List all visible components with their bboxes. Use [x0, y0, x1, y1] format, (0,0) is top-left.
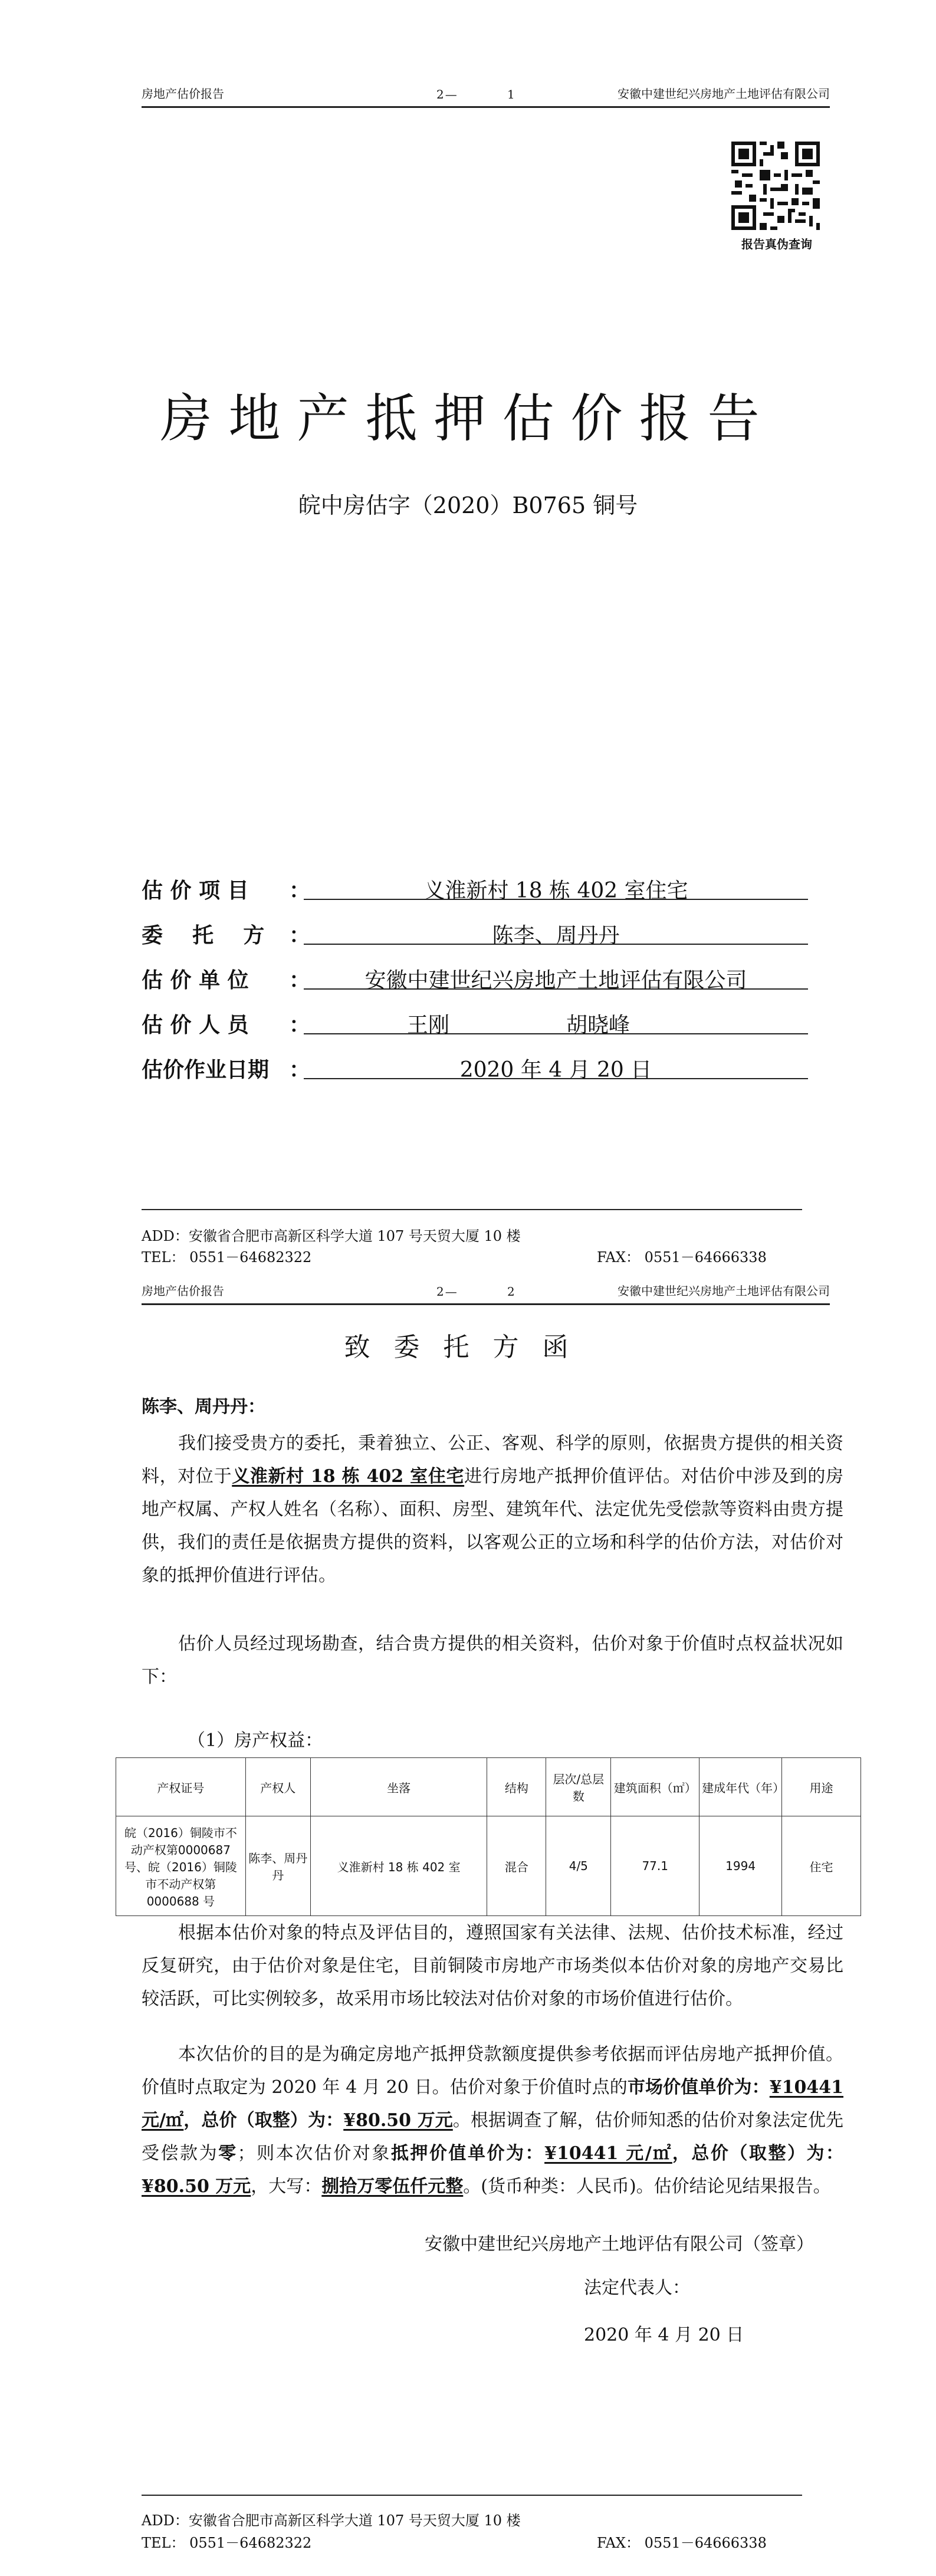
header-right: 安徽中建世纪兴房地产土地评估有限公司: [618, 87, 830, 101]
column-header: 建筑面积（㎡）: [611, 1758, 699, 1816]
field-value: 安徽中建世纪兴房地产土地评估有限公司: [364, 968, 747, 993]
field-client: 委 托 方 ： 陈李、周丹丹: [142, 914, 808, 949]
appraiser-name-1: 王刚: [407, 1013, 450, 1037]
table-cell: 陈李、周丹丹: [245, 1816, 310, 1916]
field-appraiser-firm: 估 价 单 位 ： 安徽中建世纪兴房地产土地评估有限公司: [142, 959, 808, 994]
qr-caption: 报告真伪查询: [741, 237, 812, 251]
table-row: [116, 1816, 861, 1916]
column-header: 用途: [782, 1758, 861, 1816]
legal-representative: 法定代表人：: [584, 2278, 690, 2298]
header-right: 安徽中建世纪兴房地产土地评估有限公司: [618, 1284, 830, 1298]
field-appraisers: 估 价 人 员 ： 王刚 胡晓峰: [142, 1004, 808, 1039]
field-label: 估 价 项 目: [142, 879, 249, 903]
header-page-prefix: 2—: [436, 1284, 458, 1299]
header-page-prefix: 2—: [436, 87, 458, 101]
footer-tel: TEL： 0551－64682322: [142, 2535, 312, 2551]
field-project: 估 价 项 目 ： 义淮新村 18 栋 402 室住宅: [142, 869, 808, 905]
field-value: 2020 年 4 月 20 日: [459, 1058, 652, 1082]
amount-in-words: 捌拾万零伍仟元整: [321, 2176, 464, 2197]
property-address: 义淮新村 18 栋 402 室住宅: [232, 1466, 465, 1487]
paragraph-commission: 我们接受贵方的委托，秉着独立、公正、客观、科学的原则，依据贵方提供的相关资料，对位于义淮新村 18 栋 402 室住宅进行房地产抵押价值评估。对估价中涉及到的房地产权属、产权人姓名（名称）、面积、房型、建筑年代、法定优先受偿款等资料由贵方提供，我们的责任是依据贵方提供的资料，以客观公正的立场和科学的估价方法，对估价对象的抵押价值进行评估。: [142, 1433, 844, 1586]
column-header: 坐落: [310, 1758, 487, 1816]
table-cell: 1994: [699, 1816, 782, 1916]
report-title: 房地产抵押估价报告: [160, 388, 776, 449]
table-cell: 住宅: [782, 1816, 861, 1916]
paragraph-valuation-result: 本次估价的目的是为确定房地产抵押贷款额度提供参考依据而评估房地产抵押价值。价值时点取定为 2020 年 4 月 20 日。估价对象于价值时点的市场价值单价为：¥10441 元/㎡，总价（取整）为：¥80.50 万元。根据调查了解，估价师知悉的估价对象法定优先受偿款为零；则本次估价对象抵押价值单价为：¥10441 元/㎡，总价（取整）为：¥80.50 万元，大写：捌拾万零伍仟元整。(货币种类：人民币)。估价结论见结果报告。: [142, 2044, 844, 2197]
signature-company: 安徽中建世纪兴房地产土地评估有限公司（签章）: [425, 2234, 814, 2255]
header-page-number: 2: [507, 1284, 515, 1299]
table-cell: 4/5: [546, 1816, 611, 1916]
table-cell: 义淮新村 18 栋 402 室: [310, 1816, 487, 1916]
page-header: [142, 1280, 830, 1305]
column-header: 层次/总层数: [546, 1758, 611, 1816]
market-unit-price: ¥10441 元/㎡: [142, 2077, 844, 2131]
appraiser-name-2: 胡晓峰: [566, 1013, 630, 1037]
footer-address: ADD：安徽省合肥市高新区科学大道 107 号天贸大厦 10 楼: [142, 2512, 521, 2529]
footer-tel: TEL： 0551－64682322: [142, 1249, 312, 1266]
field-value: 义淮新村 18 栋 402 室住宅: [423, 879, 688, 903]
page-header: [142, 83, 830, 108]
table-cell: 皖（2016）铜陵市不动产权第0000687 号、皖（2016）铜陵市不动产权第 0000688 号: [116, 1816, 246, 1916]
column-header: 建成年代（年）: [699, 1758, 782, 1816]
field-label: 估 价 人 员: [142, 1013, 249, 1037]
footer-fax: FAX： 0551－64666338: [597, 2535, 767, 2551]
field-label: 估 价 单 位: [142, 968, 249, 993]
footer-address: ADD：安徽省合肥市高新区科学大道 107 号天贸大厦 10 楼: [142, 1228, 521, 1244]
paragraph-survey: 估价人员经过现场勘查，结合贵方提供的相关资料，估价对象于价值时点权益状况如下：: [142, 1634, 843, 1687]
document-number: 皖中房估字（2020）B0765 铜号: [298, 492, 638, 518]
market-total-price: ¥80.50 万元: [343, 2110, 453, 2131]
signature-date: 2020 年 4 月 20 日: [584, 2325, 744, 2345]
paragraph-methodology: 根据本估价对象的特点及评估目的，遵照国家有关法律、法规、估价技术标准，经过反复研究，由于估价对象是住宅，目前铜陵市房地产市场类似本估价对象的房地产交易比较活跃，可比实例较多，故采用市场比较法对估价对象的市场价值进行估价。: [142, 1923, 843, 2009]
header-page-number: 1: [507, 87, 515, 101]
qr-code-icon[interactable]: [731, 142, 820, 230]
footer-fax: FAX： 0551－64666338: [597, 1249, 767, 1266]
table-header-row: [116, 1758, 861, 1816]
column-header: 产权证号: [116, 1758, 246, 1816]
section-property-rights: （1）房产权益：: [188, 1730, 323, 1751]
addressee: 陈李、周丹丹：: [142, 1397, 265, 1417]
letter-heading: 致委托方函: [344, 1332, 592, 1362]
field-value: 陈李、周丹丹: [492, 924, 620, 948]
field-work-date: 估价作业日期 ： 2020 年 4 月 20 日: [142, 1049, 808, 1084]
table-cell: 77.1: [611, 1816, 699, 1916]
field-label: 委 托 方: [142, 924, 265, 948]
field-label: 估价作业日期: [142, 1058, 270, 1082]
header-left: 房地产估价报告: [142, 1284, 224, 1298]
mortgage-total-price: ¥80.50 万元: [142, 2176, 251, 2197]
header-left: 房地产估价报告: [142, 87, 224, 101]
column-header: 产权人: [245, 1758, 310, 1816]
column-header: 结构: [487, 1758, 546, 1816]
mortgage-unit-price: ¥10441 元/㎡: [544, 2143, 672, 2164]
property-rights-table: [116, 1757, 861, 1916]
table-cell: 混合: [487, 1816, 546, 1916]
